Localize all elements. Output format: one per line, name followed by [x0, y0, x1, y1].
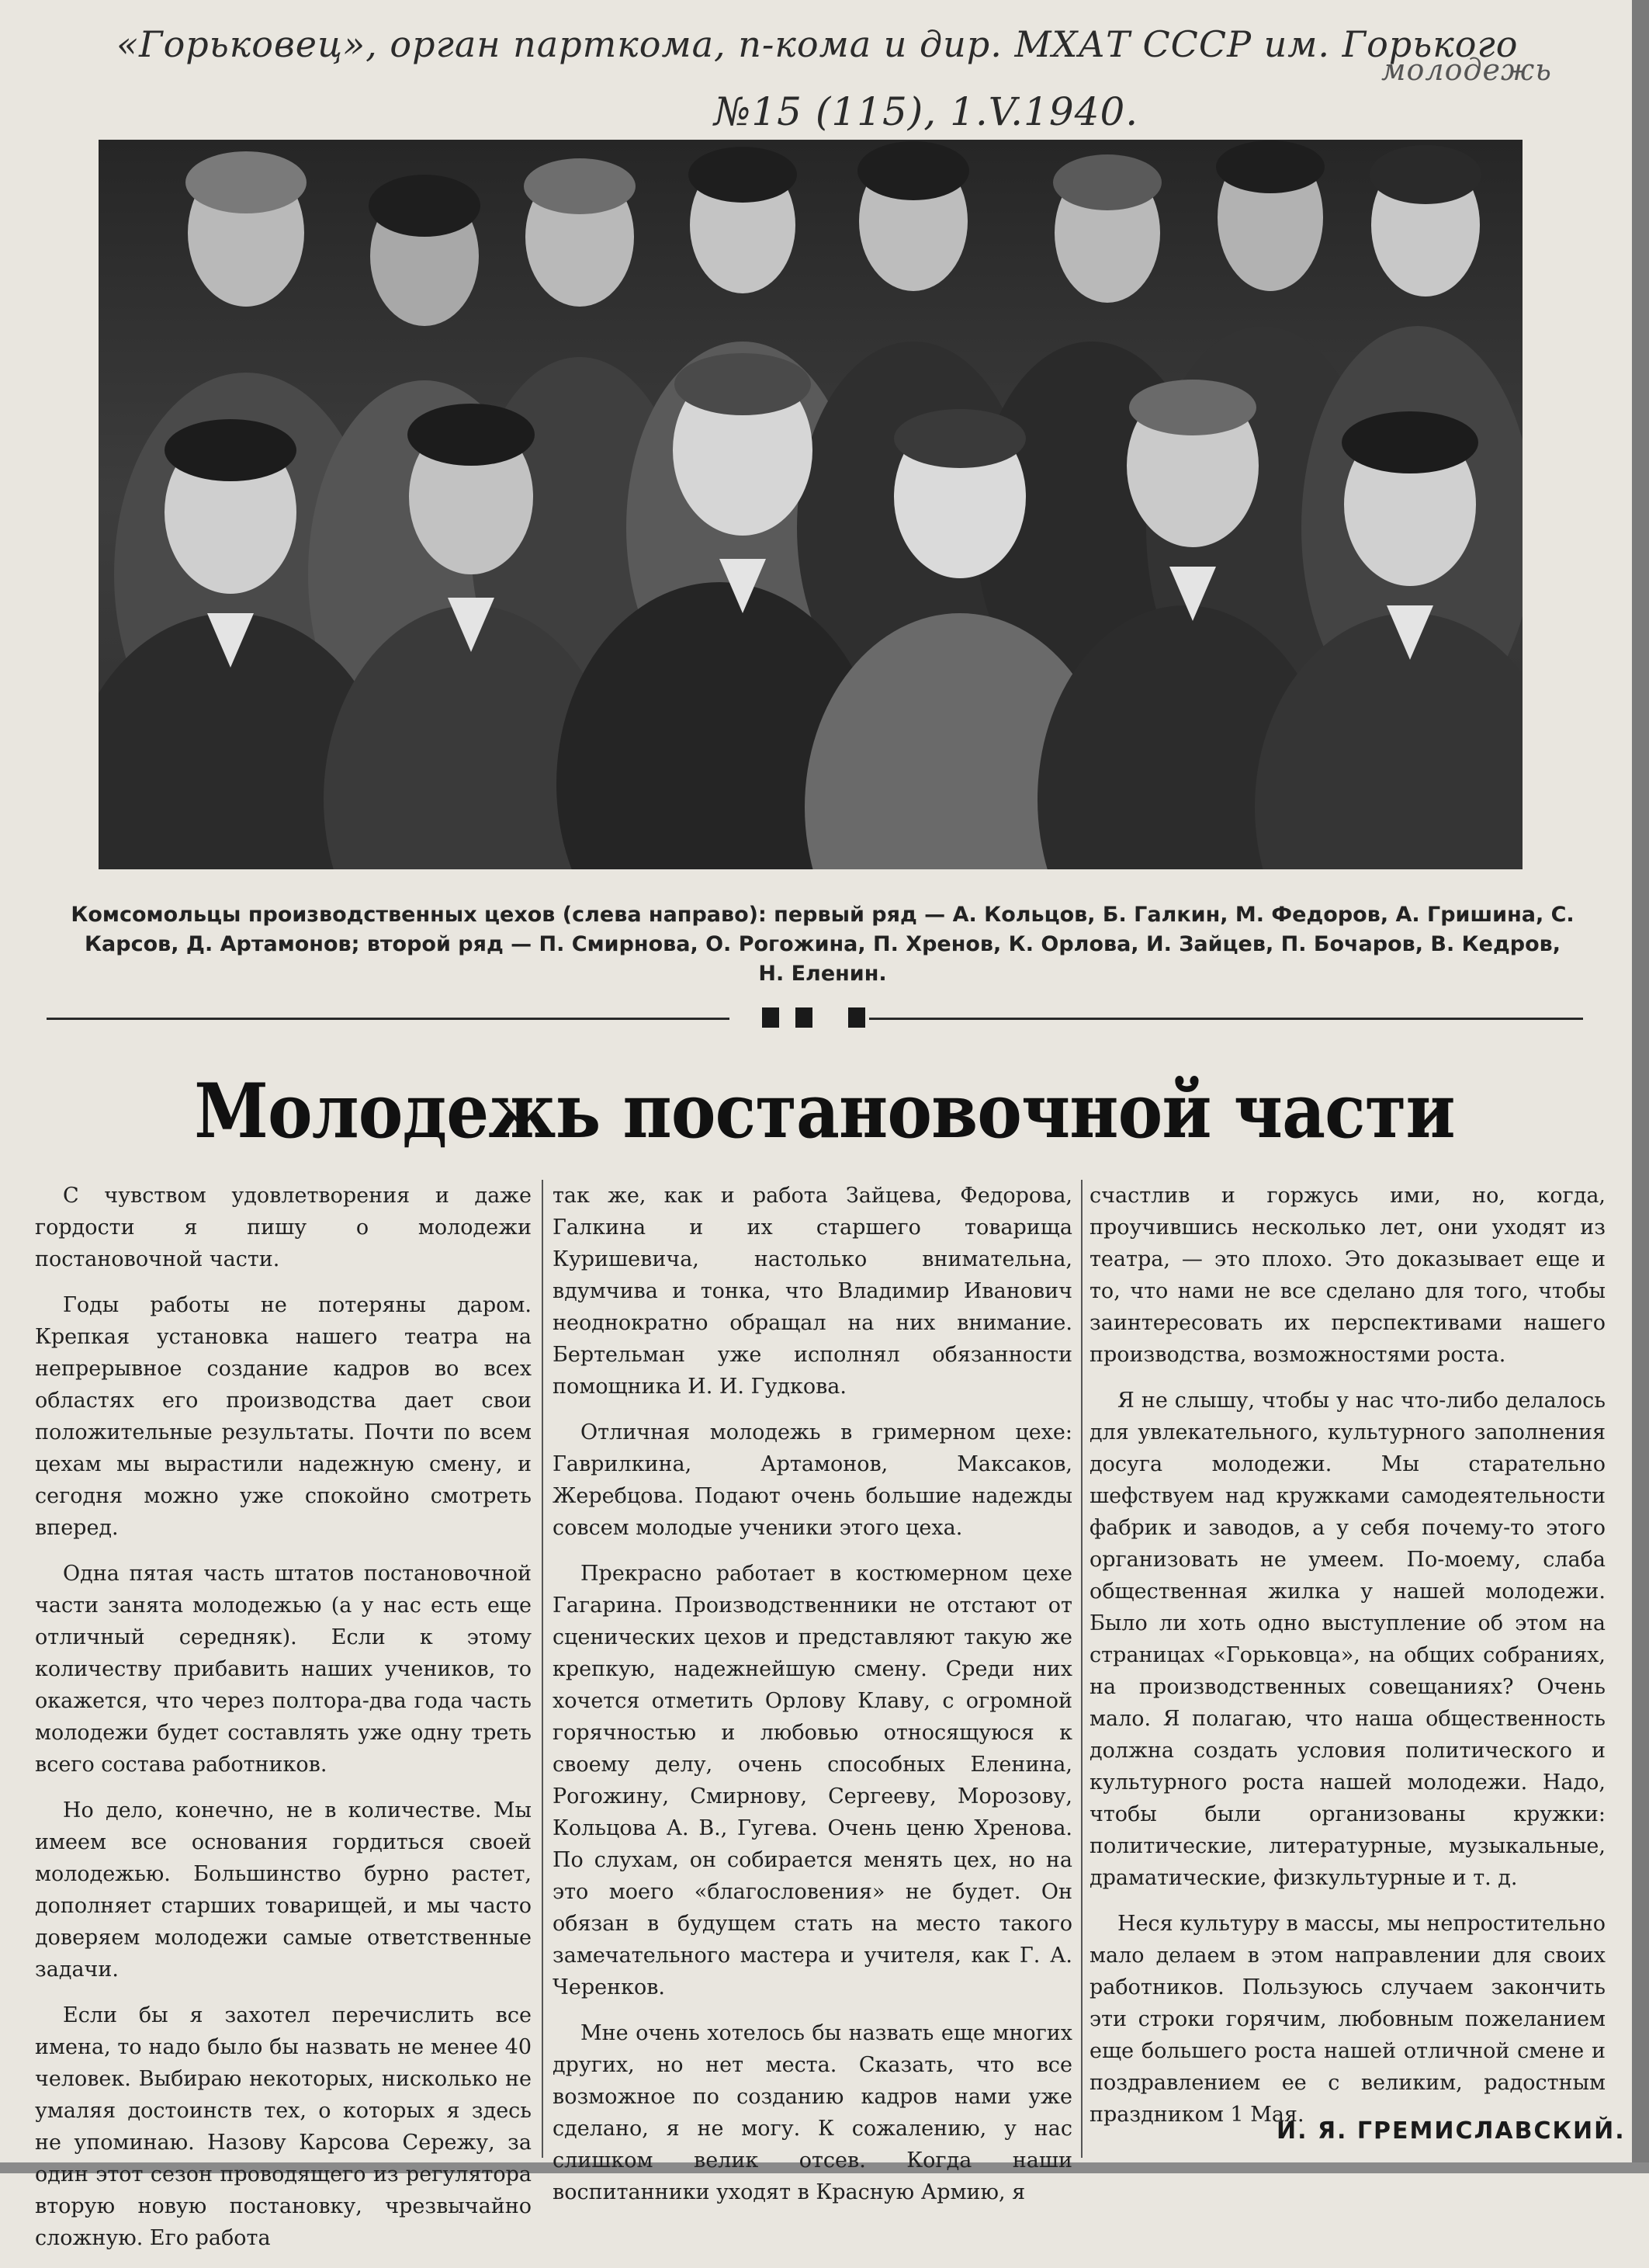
handwritten-topic-note: молодежь	[1381, 53, 1552, 87]
handwritten-source-note: «Горьковец», орган парткома, п-кома и дир. МХАТ СССР им. Горького	[116, 23, 1519, 65]
section-divider	[47, 1018, 729, 1020]
divider-ornament	[795, 1007, 812, 1028]
author-signature: И. Я. ГРЕМИСЛАВСКИЙ.	[1277, 2117, 1626, 2145]
divider-ornament	[762, 1007, 779, 1028]
article-paragraph: Одна пятая часть штатов постановочной части занята молодежью (а у нас есть еще отличный середняк). Если к этому количеству прибавить наших учеников, то окажется, что через полтора-два года часть молодежи будет составлять уже одну треть всего состава работников.	[35, 1562, 532, 1777]
article-paragraph: Я не слышу, чтобы у нас что-либо делалось для увлекательного, культурного заполнения досуга молодежи. Мы старательно шефствуем над кружками самодеятельности фабрик и заводов, а у себя почему-то этого организовать не умеем. По-моему, слаба общественная жилка у нашей молодежи. Было ли хоть одно выступление об этом на страницах «Горьковца», на общих собраниях, на производственных совещаниях? Очень мало. Я полагаю, что наша общественность должна создать условия политического и культурного роста нашей молодежи. Надо, чтобы были организованы кружки: политические, литературные, музыкальные, драматические, физкультурные и т. д.	[1090, 1389, 1606, 1890]
article-paragraph: Отличная молодежь в гримерном цехе: Гаврилкина, Артамонов, Максаков, Жеребцова. Подают очень большие надежды совсем молодые ученики этого цеха.	[553, 1420, 1072, 1540]
article-column-1	[35, 1180, 532, 2268]
column-divider	[1081, 1180, 1083, 2158]
article-column-2	[553, 1180, 1072, 2222]
article-paragraph: Мне очень хотелось бы назвать еще многих других, но нет места. Сказать, что все возможное по созданию кадров нами уже сделано, я не могу. К сожалению, у нас слишком велик отсев. Когда наши воспитанники уходят в Красную Армию, я	[553, 2021, 1072, 2204]
photo-caption: Комсомольцы производственных цехов (слева направо): первый ряд — А. Кольцов, Б. Галкин, М. Федоров, А. Гришина, С. Карсов, Д. Артамонов; второй ряд — П. Смирнова, О. Рогожина, П. Хренов, К. Орлова, И. Зайцев, П. Бочаров, В. Кедров, Н. Еленин.	[71, 903, 1575, 986]
article-column-3	[1090, 1180, 1606, 2145]
section-divider	[869, 1018, 1583, 1020]
article-headline: Молодежь постановочной части	[194, 1067, 1455, 1155]
article-paragraph: Прекрасно работает в костюмерном цехе Гагарина. Производственники не отстают от сценических цехов и представляют такую же крепкую, надежнейшую смену. Среди них хочется отметить Орлову Клаву, с огромной горячностью и любовью относящуюся к своему делу, очень способных Еленина, Рогожину, Смирнову, Сергееву, Морозову, Кольцова А. В., Гугева. Очень ценю Хренова. По слухам, он собирается менять цех, но на это моего «благословения» не будет. Он обязан в будущем стать на место такого замечательного мастера и учителя, как Г. А. Черенков.	[553, 1562, 1072, 1999]
article-paragraph: Но дело, конечно, не в количестве. Мы имеем все основания гордиться своей молодежью. Большинство бурно растет, дополняет старших товарищей, и мы часто доверяем молодежи самые ответственные задачи.	[35, 1798, 532, 1982]
handwritten-issue-date: №15 (115), 1.V.1940.	[714, 89, 1139, 134]
article-paragraph: С чувством удовлетворения и даже гордости я пишу о молодежи постановочной части.	[35, 1184, 532, 1271]
column-divider	[542, 1180, 543, 2158]
divider-ornament	[848, 1007, 865, 1028]
article-paragraph: так же, как и работа Зайцева, Федорова, Галкина и их старшего товарища Куришевича, настолько внимательна, вдумчива и тонка, что Владимир Иванович неоднократно обращал на них внимание. Бертельман уже исполнял обязанности помощника И. И. Гудкова.	[553, 1184, 1072, 1399]
group-photo-illustration	[99, 140, 1523, 869]
scan-edge	[1632, 0, 1649, 2173]
group-photo	[99, 140, 1523, 869]
article-paragraph: Неся культуру в массы, мы непростительно мало делаем в этом направлении для своих работников. Пользуюсь случаем закончить эти строки горячим, любовным пожеланием еще большего роста нашей отличной смене и поздравлением ее с великим, радостным праздником 1 Мая.	[1090, 1912, 1606, 2127]
article-paragraph: Если бы я захотел перечислить все имена, то надо было бы назвать не менее 40 человек. Выбираю некоторых, нисколько не умаляя достоинств тех, о которых я здесь не упоминаю. Назову Карсова Сережу, за один этот сезон проводящего из регулятора вторую новую постановку, чрезвычайно сложную. Его работа	[35, 2003, 532, 2250]
article-paragraph: Годы работы не потеряны даром. Крепкая установка нашего театра на непрерывное создание кадров во всех областях его производства дает свои положительные результаты. Почти по всем цехам мы вырастили надежную смену, и сегодня можно уже спокойно смотреть вперед.	[35, 1293, 532, 1540]
article-paragraph: счастлив и горжусь ими, но, когда, проучившись несколько лет, они уходят из театра, — это плохо. Это доказывает еще и то, что нами не все сделано для того, чтобы заинтересовать их перспективами нашего производства, возможностями роста.	[1090, 1184, 1606, 1367]
